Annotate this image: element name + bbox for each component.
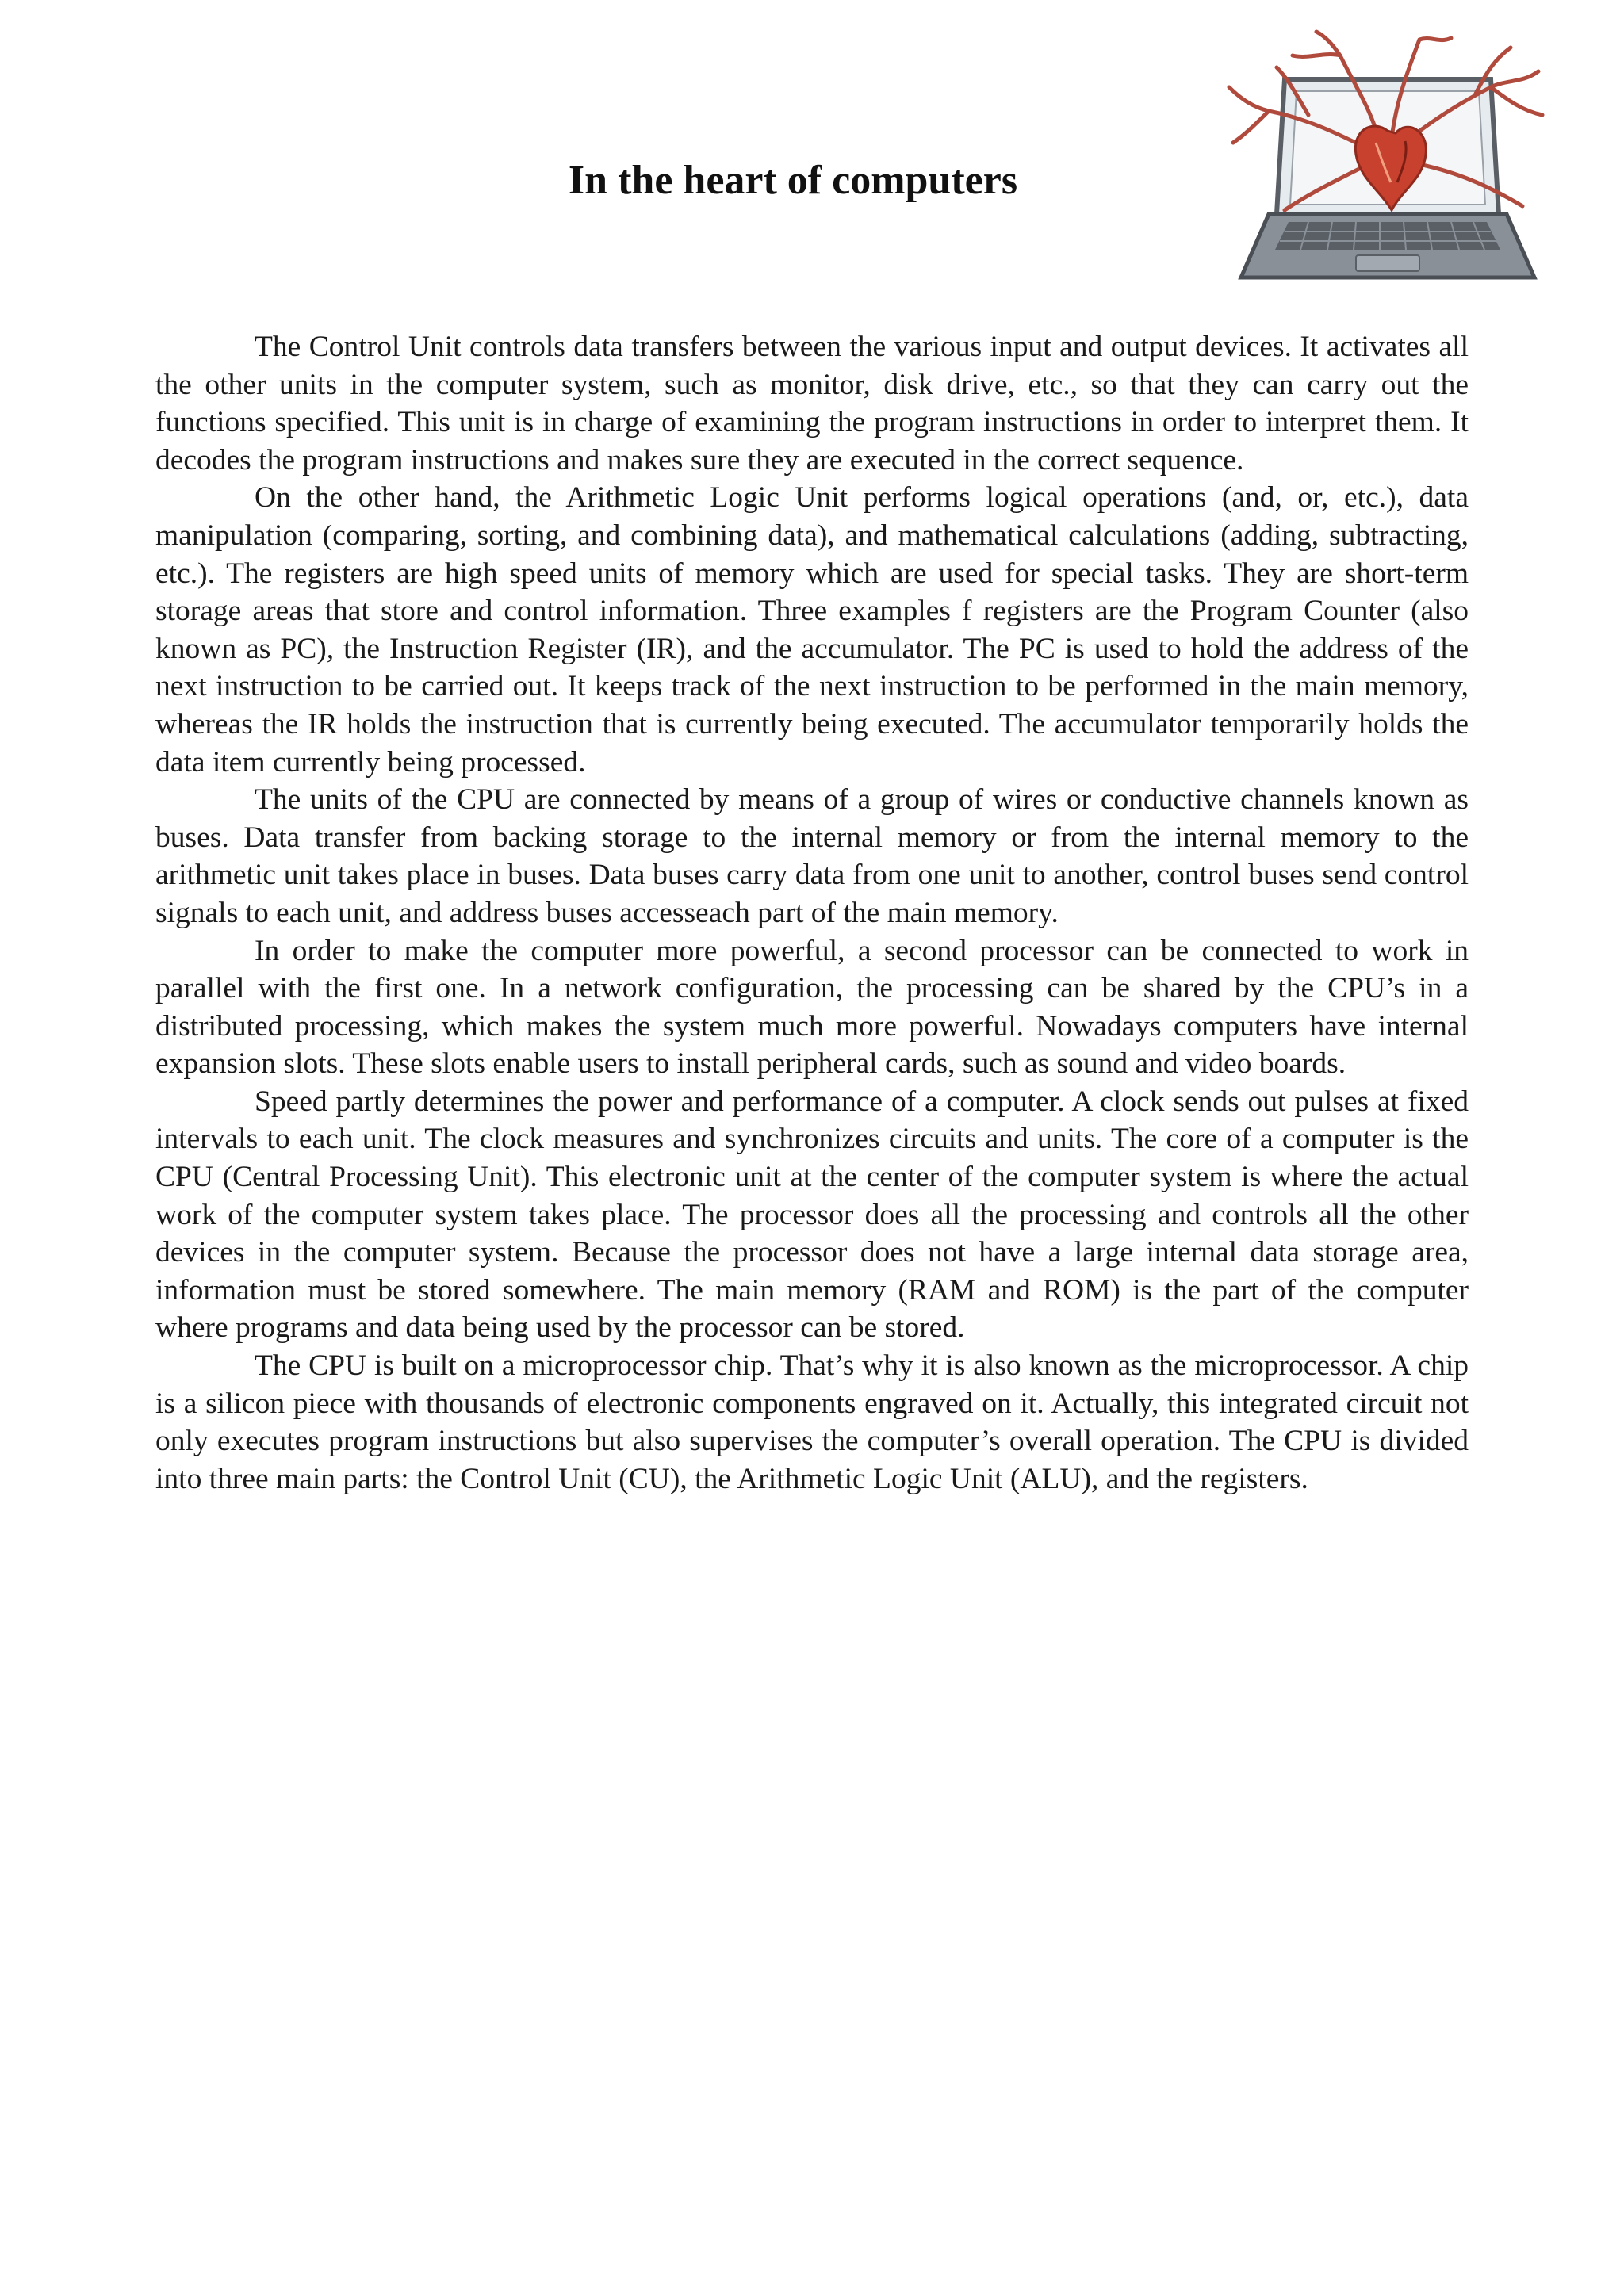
laptop-keyboard [1275, 222, 1500, 250]
document-body [155, 328, 1469, 1498]
paragraph: The Control Unit controls data transfers between the various input and output devices. It activates all the other units in the computer system, such as monitor, disk drive, etc., so that they can carry out the functions specified. This unit is in charge of examining the program instructions in order to interpret them. It decodes the program instructions and makes sure they are executed in the correct sequence. [155, 331, 1469, 476]
laptop-heart-illustration [1221, 24, 1554, 293]
paragraph: On the other hand, the Arithmetic Logic Unit performs logical operations (and, or, etc.), data manipulation (comparing, sorting, and combining data), and mathematical calculations (adding, subtracting, etc.). The registers are high speed units of memory which are used for special tasks. They are short-term storage areas that store and control information. Three examples f registers are the Program Counter (also known as PC), the Instruction Register (IR), and the accumulator. The PC is used to hold the address of the next instruction to be carried out. It keeps track of the next instruction to be performed in the main memory, whereas the IR holds the instruction that is currently being executed. The accumulator temporarily holds the data item currently being processed. [155, 481, 1469, 779]
page-title: In the heart of computers [568, 158, 1018, 203]
paragraph: The units of the CPU are connected by means of a group of wires or conductive channels known as buses. Data transfer from backing storage to the internal memory or from the internal memory to the arithmetic unit takes place in buses. Data buses carry data from one unit to another, control buses send control signals to each unit, and address buses accesseach part of the main memory. [155, 783, 1469, 929]
paragraph: The CPU is built on a microprocessor chip. That’s why it is also known as the microprocessor. A chip is a silicon piece with thousands of electronic components engraved on it. Actually, this integrated circuit not only executes program instructions but also supervises the computer’s overall operation. The CPU is divided into three main parts: the Control Unit (CU), the Arithmetic Logic Unit (ALU), and the registers. [155, 1349, 1469, 1495]
laptop-touchpad [1356, 255, 1419, 271]
paragraph: Speed partly determines the power and performance of a computer. A clock sends out pulses at fixed intervals to each unit. The clock measures and synchronizes circuits and units. The core of a computer is the CPU (Central Processing Unit). This electronic unit at the center of the computer system is where the actual work of the computer system takes place. The processor does all the processing and controls all the other devices in the computer system. Because the processor does not have a large internal data storage area, information must be stored somewhere. The main memory (RAM and ROM) is the part of the computer where programs and data being used by the processor can be stored. [155, 1085, 1469, 1345]
paragraph: In order to make the computer more powerful, a second processor can be connected to work in parallel with the first one. In a network configuration, the processing can be shared by the CPU’s in a distributed processing, which makes the system much more powerful. Nowadays computers have internal expansion slots. These slots enable users to install peripheral cards, such as sound and video boards. [155, 934, 1469, 1081]
